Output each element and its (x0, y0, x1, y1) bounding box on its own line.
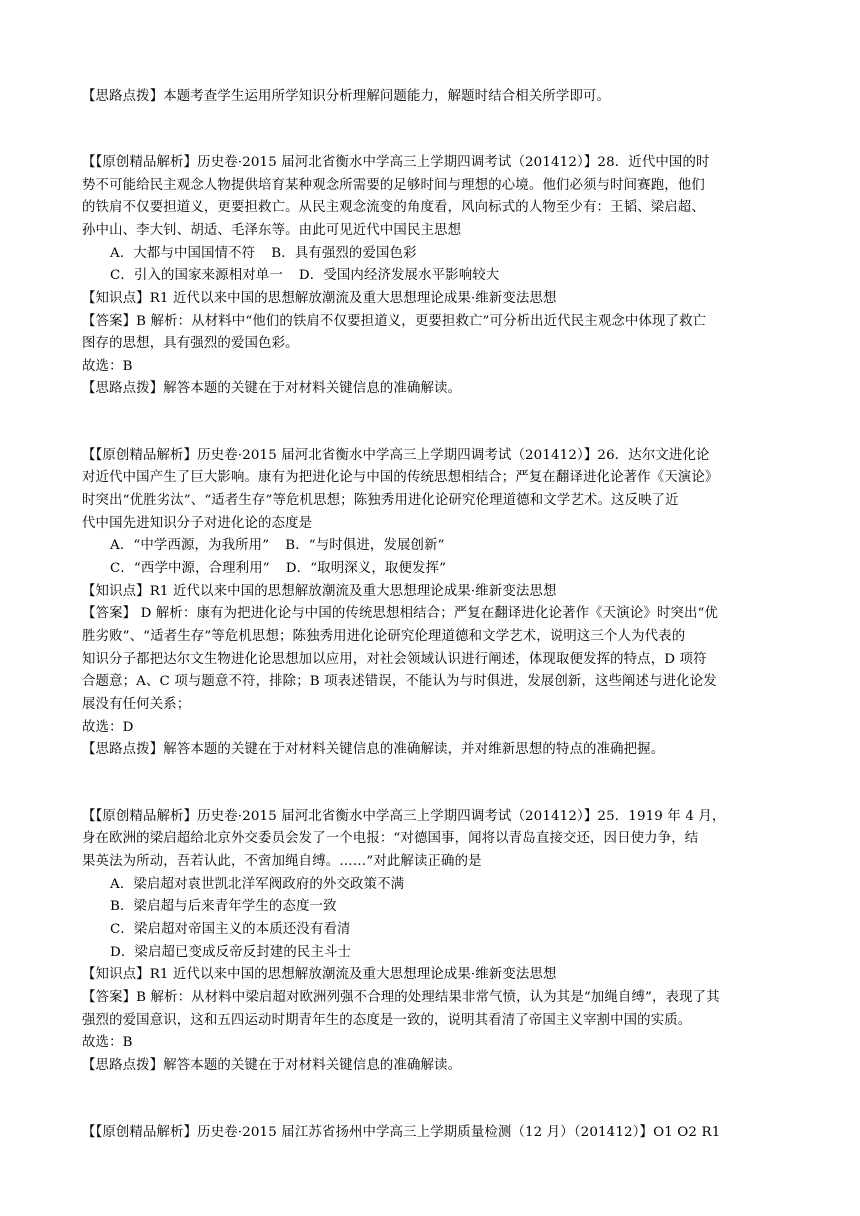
answer-line: 胜劣败”、“适者生存”等危机思想；陈独秀用进化论研究伦理道德和文学艺术，说明这三个人为代表的 (82, 629, 686, 644)
tip-line: 【思路点拨】解答本题的关键在于对材料关键信息的准确解读。 (82, 1058, 462, 1073)
question-stem-line: 势不可能给民主观念人物提供培育某种观念所需要的足够时间与理想的心境。他们必须与时间赛跑，他们 (82, 178, 705, 193)
choice-line: 故选：D (82, 720, 134, 735)
option-row (110, 243, 810, 266)
option-row (110, 558, 810, 581)
question-header: 【【原创精品解析】历史卷·2015 届江苏省扬州中学高三上学期质量检测（12 月）（201412）】O1 O2 R1 (82, 1125, 721, 1140)
question-stem-line: 孙中山、李大钊、胡适、毛泽东等。由此可见近代中国民主思想 (82, 223, 462, 238)
answer-line: 【答案】 D 解析：康有为把进化论与中国的传统思想相结合；严复在翻译进化论著作《天演论》时突出“优 (82, 606, 719, 621)
answer-line: 合题意；A、C 项与题意不符，排除；B 项表述错误，不能认为与时俱进，发展创新，这些阐述与进化论发 (82, 674, 717, 689)
answer-line: 强烈的爱国意识，这和五四运动时期青年生的态度是一致的，说明其看清了帝国主义宰割中国的实质。 (82, 1013, 692, 1028)
answer-line: 知识分子都把达尔文生物进化论思想加以应用，对社会领域认识进行阐述，体现取便发挥的特点，D 项符 (82, 652, 707, 667)
option-c: C．“西学中源，合理利用” (110, 561, 270, 576)
answer-line: 【答案】B 解析：从材料中“他们的铁肩不仅要担道义，更要担救亡”可分析出近代民主观念中体现了救亡 (82, 314, 707, 329)
knowledge-point: 【知识点】R1 近代以来中国的思想解放潮流及重大思想理论成果·维新变法思想 (82, 584, 557, 599)
question-stem-line: 果英法为所动，吾若认此，不啻加绳自缚。……”对此解读正确的是 (82, 854, 482, 869)
option-row (110, 535, 810, 558)
option-row (110, 265, 810, 288)
option-b: B．具有强烈的爱国色彩 (271, 246, 417, 261)
option-c: C．引入的国家来源相对单一 (110, 268, 283, 283)
answer-line: 展没有任何关系； (82, 697, 191, 712)
question-stem-line: 的铁肩不仅要担道义，更要担救亡。从民主观念流变的角度看，风向标式的人物至少有：王韬、梁启超、 (82, 200, 705, 215)
option-d: D．梁启超已变成反帝反封建的民主斗士 (110, 945, 352, 960)
answer-line: 图存的思想，具有强烈的爱国色彩。 (82, 336, 299, 351)
option-a: A．大都与中国国情不符 (110, 246, 256, 261)
question-stem-line: 时突出“优胜劣汰”、“适者生存”等危机思想；陈独秀用进化论研究伦理道德和文学艺术。这反映了近 (82, 493, 679, 508)
tip-line: 【思路点拨】解答本题的关键在于对材料关键信息的准确解读，并对维新思想的特点的准确把握。 (82, 742, 665, 757)
option-b: B．“与时俱进，发展创新” (285, 538, 445, 553)
question-stem-line: 【【原创精品解析】历史卷·2015 届河北省衡水中学高三上学期四调考试（201412）】26．达尔文进化论 (82, 448, 710, 463)
tip-line: 【思路点拨】解答本题的关键在于对材料关键信息的准确解读。 (82, 381, 462, 396)
option-c: C．梁启超对帝国主义的本质还没有看清 (110, 922, 351, 937)
option-d: D．受国内经济发展水平影响较大 (298, 268, 500, 283)
option-d: D．“取明深义，取便发挥” (285, 561, 447, 576)
question-stem-line: 身在欧洲的梁启超给北京外交委员会发了一个电报：“对德国事，闻将以青岛直接交还，因日使力争，结 (82, 831, 699, 846)
question-stem-line: 【【原创精品解析】历史卷·2015 届河北省衡水中学高三上学期四调考试（201412）】28．近代中国的时 (82, 155, 710, 170)
choice-line: 故选：B (82, 1035, 133, 1050)
question-stem-line: 【【原创精品解析】历史卷·2015 届河北省衡水中学高三上学期四调考试（201412）】25．1919 年 4 月， (82, 809, 726, 824)
knowledge-point: 【知识点】R1 近代以来中国的思想解放潮流及重大思想理论成果·维新变法思想 (82, 967, 557, 982)
option-a: A．“中学西源，为我所用” (110, 538, 270, 553)
knowledge-point: 【知识点】R1 近代以来中国的思想解放潮流及重大思想理论成果·维新变法思想 (82, 291, 557, 306)
question-stem-line: 对近代中国产生了巨大影响。康有为把进化论与中国的传统思想相结合；严复在翻译进化论著作《天演论》 (82, 470, 719, 485)
answer-line: 【答案】B 解析：从材料中梁启超对欧洲列强不合理的处理结果非常气愤，认为其是“加绳自缚”，表现了其 (82, 990, 720, 1005)
question-stem-line: 代中国先进知识分子对进化论的态度是 (82, 516, 313, 531)
tip-line: 【思路点拨】本题考查学生运用所学知识分析理解问题能力，解题时结合相关所学即可。 (82, 89, 611, 104)
option-a: A．梁启超对袁世凯北洋军阀政府的外交政策不满 (110, 877, 405, 892)
choice-line: 故选：B (82, 359, 133, 374)
option-b: B．梁启超与后来青年学生的态度一致 (110, 899, 337, 914)
